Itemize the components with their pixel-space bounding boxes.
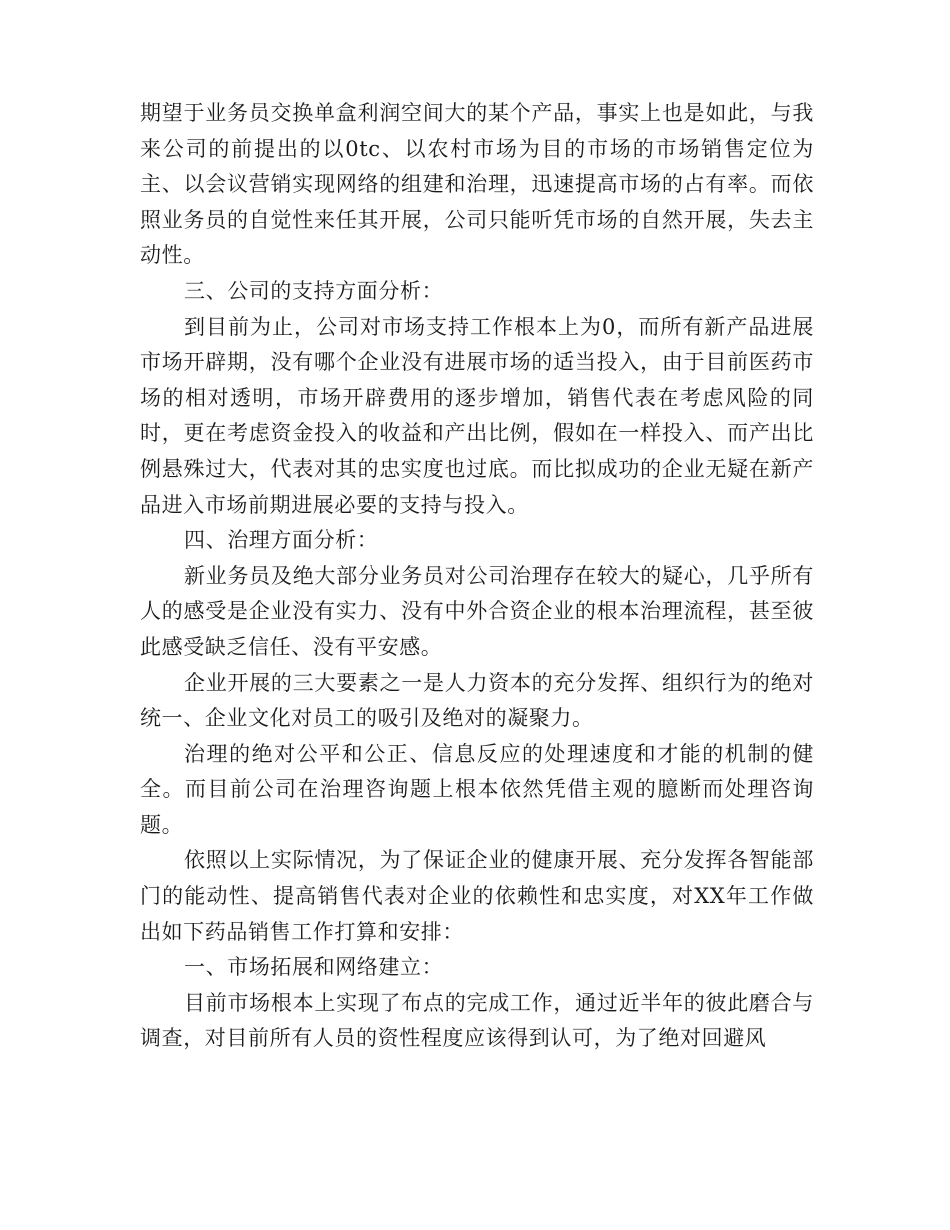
section-heading-market-expansion: 一、市场拓展和网络建立： — [184, 955, 444, 980]
paragraph-management-doubt: 新业务员及绝大部分业务员对公司治理存在较大的疑心，几乎所有人的感受是企业没有实力、没有中外合资企业的根本治理流程，甚至彼此感受缺乏信任、没有平安感。 — [140, 563, 814, 659]
paragraph-continuation: 期望于业务员交换单盒利润空间大的某个产品，事实上也是如此，与我来公司的前提出的以0tc、以农村市场为目的市场的市场销售定位为主、以会议营销实现网络的组建和治理，迅速提高市场的占有率。而依照业务员的自觉性来任其开展，公司只能听凭市场的自然开展，失去主动性。 — [140, 101, 814, 268]
section-heading-company-support: 三、公司的支持方面分析： — [184, 278, 444, 303]
paragraph-fairness: 治理的绝对公平和公正、信息反应的处理速度和才能的机制的健全。而目前公司在治理咨询题上根本依然凭借主观的臆断而处理咨询题。 — [140, 741, 814, 837]
paragraph-market-layout: 目前市场根本上实现了布点的完成工作，通过近半年的彼此磨合与调查，对目前所有人员的资性程度应该得到认可，为了绝对回避风 — [140, 990, 814, 1051]
paragraph-three-elements: 企业开展的三大要素之一是人力资本的充分发挥、组织行为的绝对统一、企业文化对员工的吸引及绝对的凝聚力。 — [140, 670, 814, 731]
section-heading-management: 四、治理方面分析： — [184, 528, 379, 553]
paragraph-work-plan-intro: 依照以上实际情况，为了保证企业的健康开展、充分发挥各智能部门的能动性、提高销售代表对企业的依赖性和忠实度，对XX年工作做出如下药品销售工作打算和安排： — [140, 848, 814, 944]
document-body — [140, 96, 814, 1057]
paragraph-support-analysis: 到目前为止，公司对市场支持工作根本上为0，而所有新产品进展市场开辟期，没有哪个企业没有进展市场的适当投入，由于目前医药市场的相对透明，市场开辟费用的逐步增加，销售代表在考虑风险的同时，更在考虑资金投入的收益和产出比例，假如在一样投入、而产出比例悬殊过大，代表对其的忠实度也过底。而比拟成功的企业无疑在新产品进入市场前期进展必要的支持与投入。 — [140, 314, 814, 517]
